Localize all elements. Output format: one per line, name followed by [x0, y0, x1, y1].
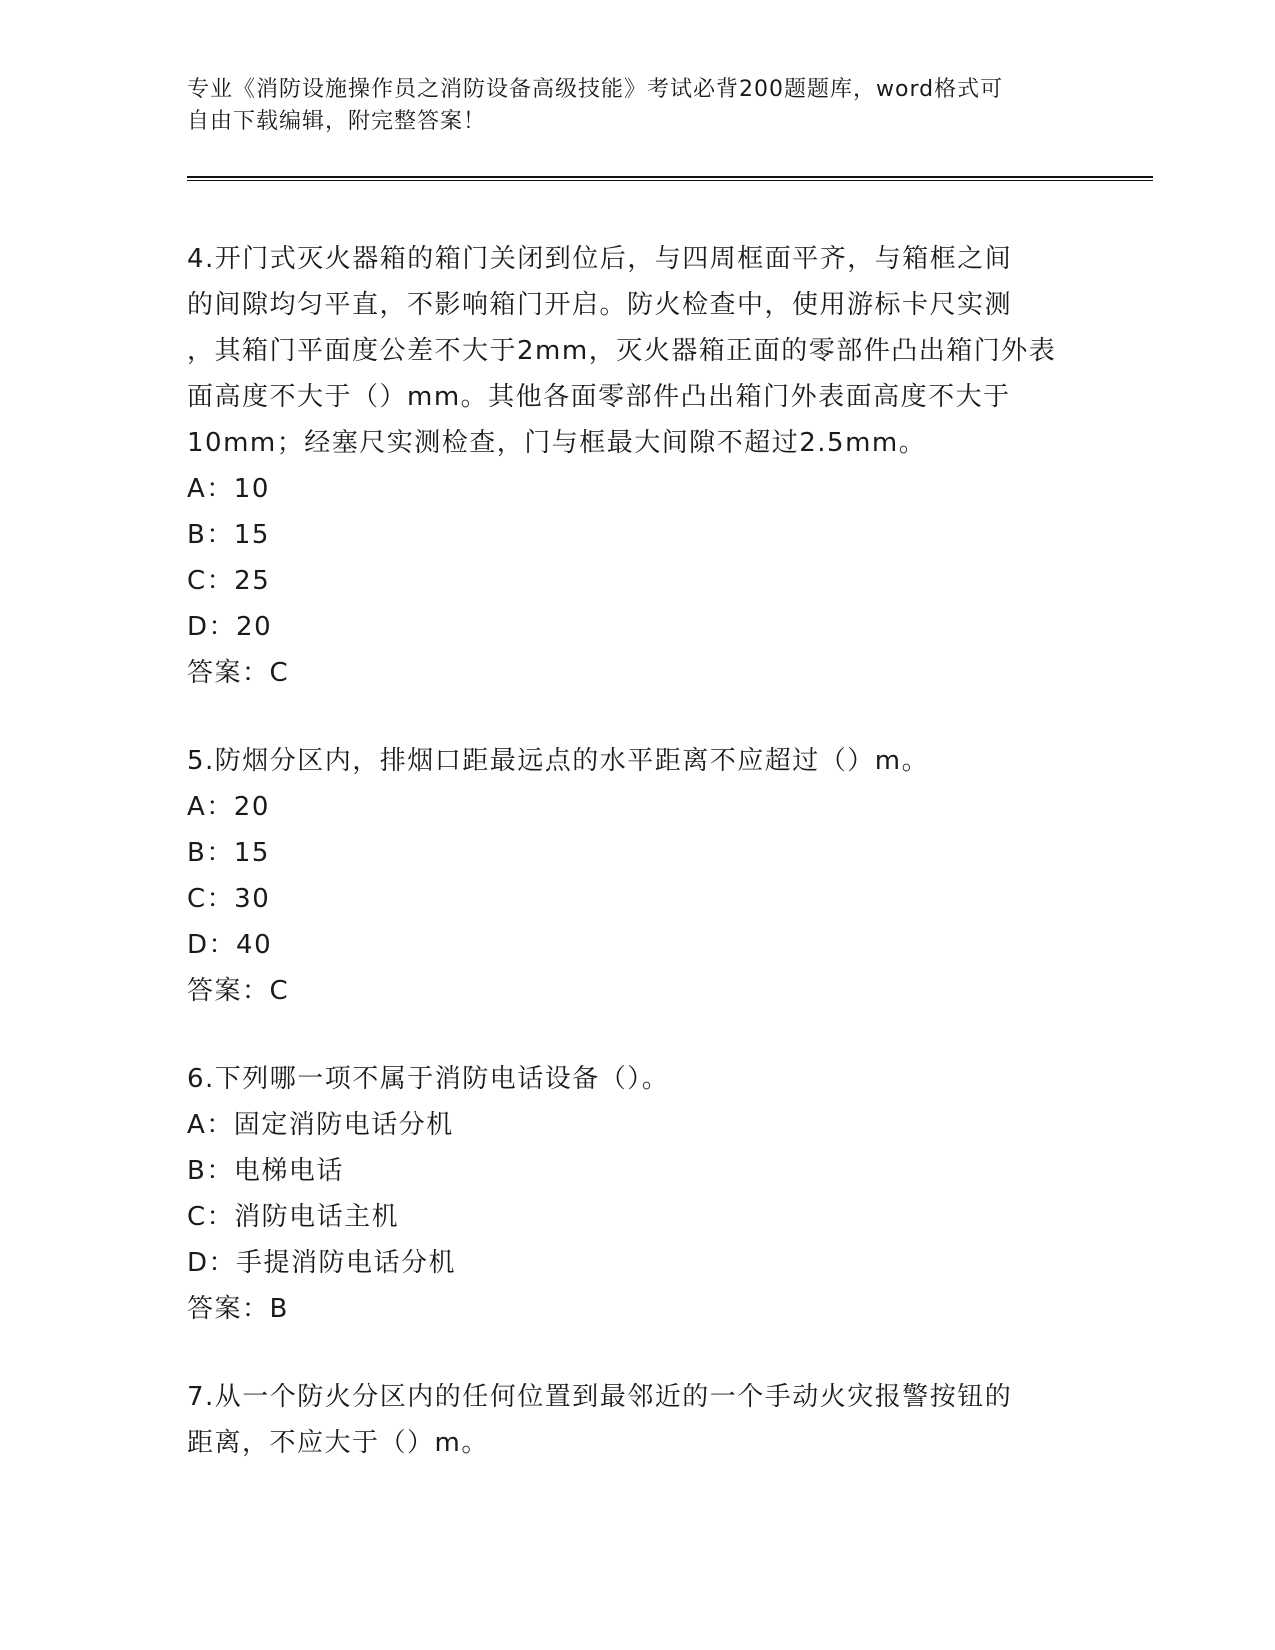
question-text-line: 的间隙均匀平直，不影响箱门开启。防火检查中，使用游标卡尺实测 — [187, 290, 1013, 320]
option-c: C：25 — [187, 566, 271, 596]
question-6 — [187, 1056, 1087, 1332]
option-a: A：10 — [187, 474, 270, 504]
question-text-line: 7.从一个防火分区内的任何位置到最邻近的一个手动火灾报警按钮的 — [187, 1382, 1013, 1412]
question-text-line: 6.下列哪一项不属于消防电话设备（）。 — [187, 1064, 670, 1094]
option-b: B：电梯电话 — [187, 1156, 344, 1186]
answer-line: 答案：C — [187, 658, 290, 688]
option-c: C：消防电话主机 — [187, 1202, 400, 1232]
option-d: D：20 — [187, 612, 273, 642]
document-header — [187, 74, 1067, 138]
option-b: B：15 — [187, 838, 270, 868]
option-d: D：40 — [187, 930, 273, 960]
spacer — [187, 696, 1087, 738]
header-line-2: 自由下载编辑，附完整答案！ — [187, 109, 487, 134]
option-d: D：手提消防电话分机 — [187, 1248, 457, 1278]
option-b: B：15 — [187, 520, 270, 550]
question-text-line: 10mm；经塞尺实测检查，门与框最大间隙不超过2.5mm。 — [187, 428, 927, 458]
question-text-line: 5.防烟分区内，排烟口距最远点的水平距离不应超过（）m。 — [187, 746, 930, 776]
answer-line: 答案：B — [187, 1294, 289, 1324]
question-7 — [187, 1374, 1087, 1466]
answer-line: 答案：C — [187, 976, 290, 1006]
question-5 — [187, 738, 1087, 1014]
option-c: C：30 — [187, 884, 271, 914]
option-a: A：固定消防电话分机 — [187, 1110, 454, 1140]
question-list — [187, 236, 1087, 1466]
spacer — [187, 1332, 1087, 1374]
question-text-line: 距离，不应大于（）m。 — [187, 1428, 489, 1458]
header-divider — [187, 176, 1153, 181]
option-a: A：20 — [187, 792, 270, 822]
question-text-line: 4.开门式灭火器箱的箱门关闭到位后，与四周框面平齐，与箱框之间 — [187, 244, 1013, 274]
question-text-line: 面高度不大于（）mm。其他各面零部件凸出箱门外表面高度不大于 — [187, 382, 1011, 412]
header-line-1: 专业《消防设施操作员之消防设备高级技能》考试必背200题题库，word格式可 — [187, 77, 1004, 102]
question-4 — [187, 236, 1087, 696]
question-text-line: ，其箱门平面度公差不大于2mm，灭火器箱正面的零部件凸出箱门外表 — [187, 336, 1057, 366]
spacer — [187, 1014, 1087, 1056]
